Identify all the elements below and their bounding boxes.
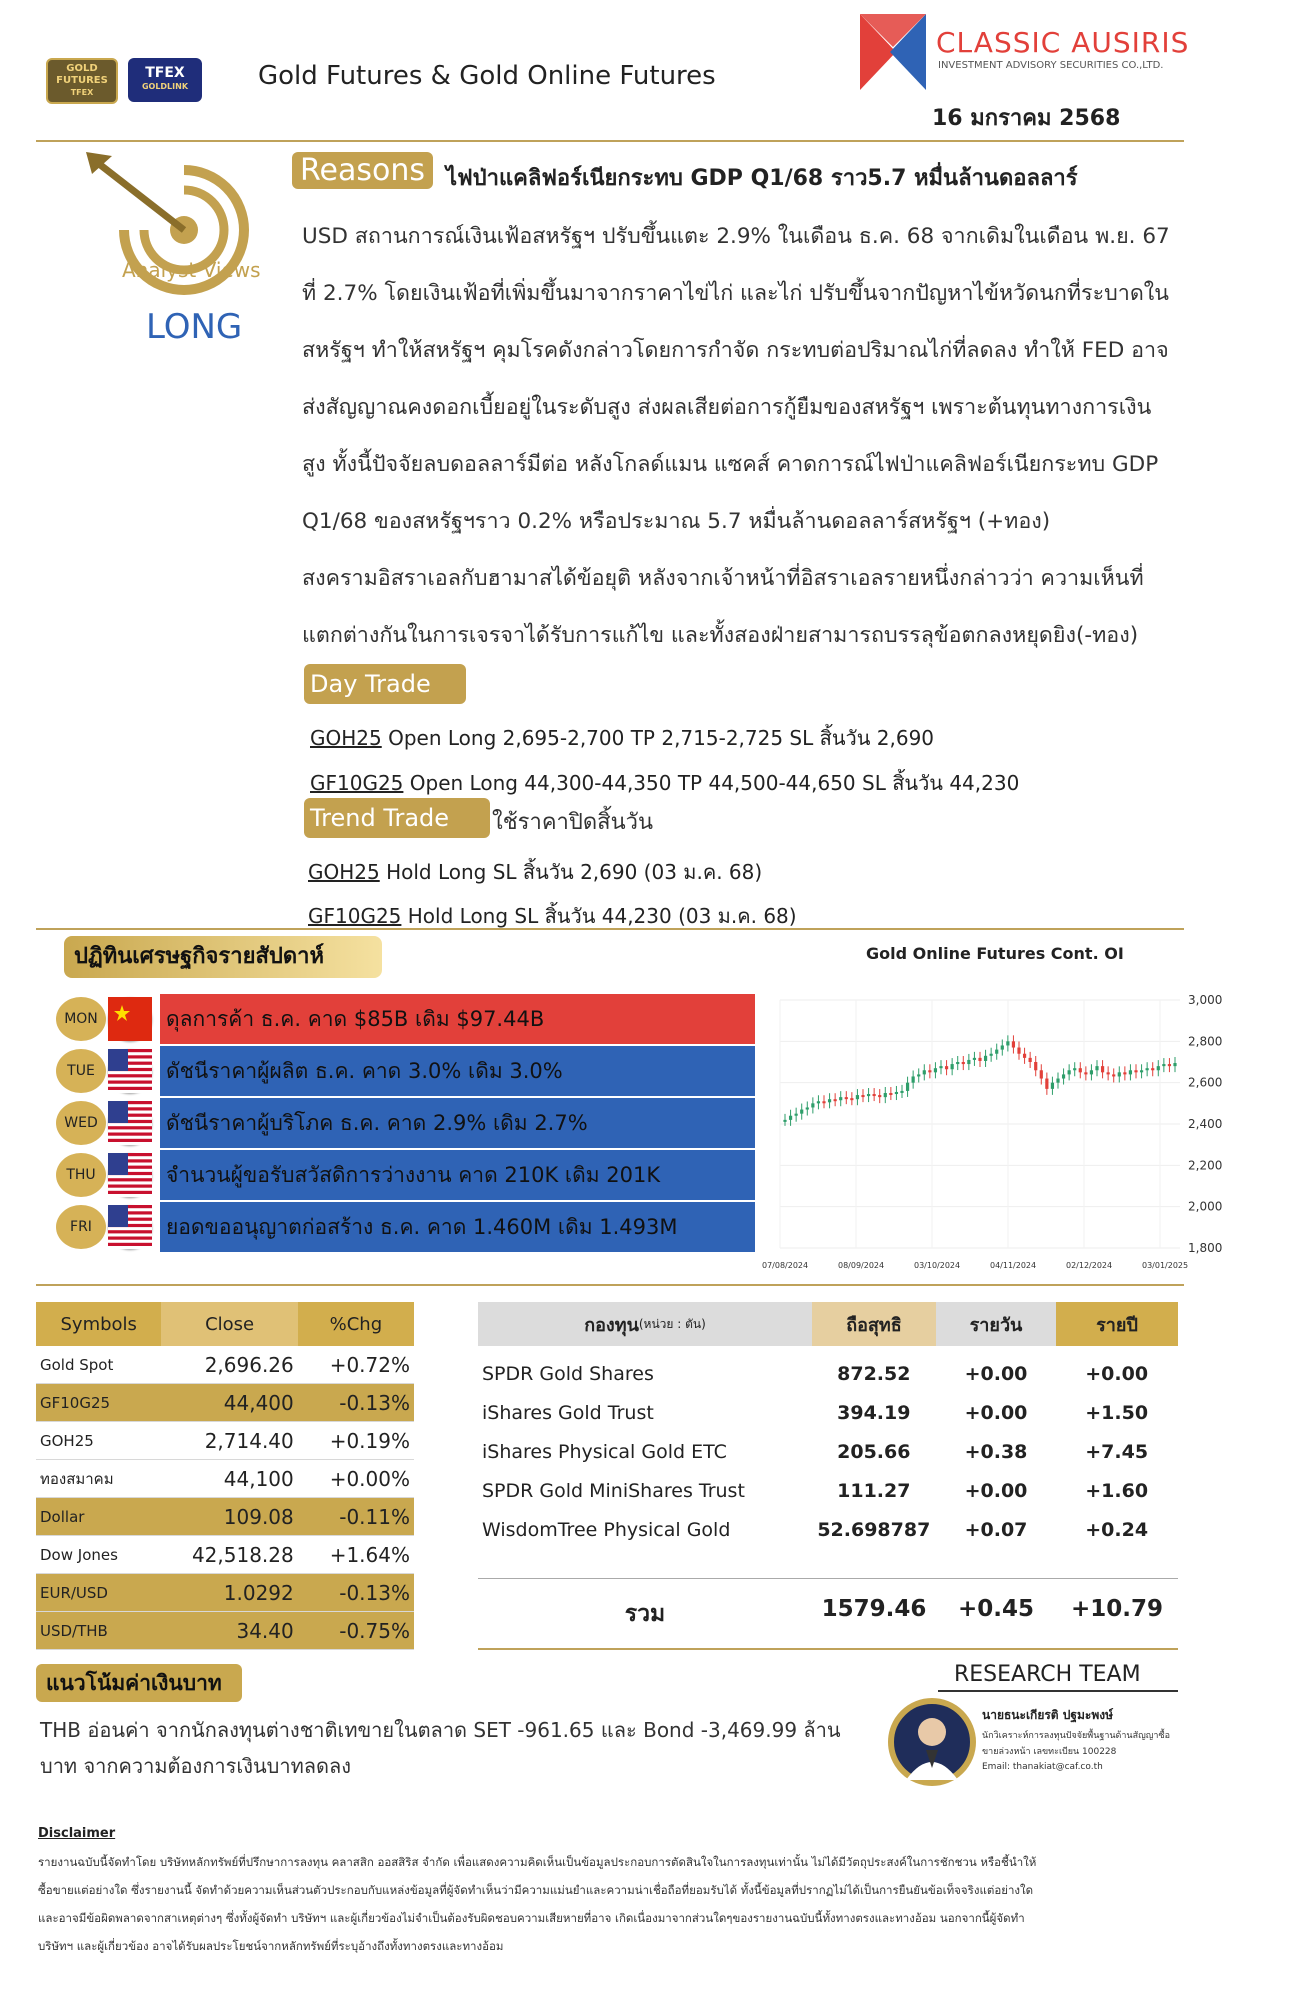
candle-body [990, 1054, 993, 1056]
candle-body [1051, 1083, 1054, 1089]
candle-body [867, 1094, 870, 1096]
candle-body [884, 1093, 887, 1097]
funds-header-daily: รายวัน [936, 1302, 1056, 1346]
candle-body [1040, 1070, 1043, 1078]
close-cell: 44,100 [161, 1460, 297, 1498]
fund-yearly-cell: +0.00 [1085, 1362, 1149, 1385]
y-tick-label: 2,200 [1188, 1158, 1223, 1173]
trade-symbol: GOH25 [308, 860, 380, 884]
candle-body [1146, 1068, 1149, 1070]
close-cell: 2,696.26 [161, 1346, 297, 1384]
candle-body [873, 1094, 876, 1096]
candle-body [850, 1098, 853, 1100]
x-tick-label: 02/12/2024 [1066, 1261, 1113, 1270]
candle-body [1162, 1064, 1165, 1066]
funds-header [478, 1302, 1178, 1346]
x-tick-label: 07/08/2024 [762, 1261, 809, 1270]
calendar-event: จำนวนผู้ขอรับสวัสดิการว่างงาน คาด 210K เดิม 201K [160, 1150, 755, 1200]
candle-body [984, 1056, 987, 1061]
y-tick-label: 3,000 [1188, 993, 1223, 1007]
analyst-avatar [888, 1698, 976, 1786]
y-tick-label: 2,000 [1188, 1199, 1223, 1214]
candle-body [1157, 1066, 1160, 1070]
calendar-title: ปฏิทินเศรษฐกิจรายสัปดาห์ [64, 936, 382, 978]
funds-total-net: 1579.46 [821, 1596, 927, 1622]
trade-detail: Hold Long SL สิ้นวัน 44,230 (03 ม.ค. 68) [401, 904, 797, 928]
chg-cell: -0.75% [298, 1612, 414, 1650]
fund-name-cell: iShares Gold Trust [482, 1401, 654, 1424]
baht-line: บาท จากความต้องการเงินบาทลดลง [40, 1754, 352, 1778]
candle-body [1017, 1048, 1020, 1054]
calendar-event: ดัชนีราคาผู้บริโภค ธ.ค. คาด 2.9% เดิม 2.7% [160, 1098, 755, 1148]
reasons-line: ส่งสัญญาณคงดอกเบี้ยอยู่ในระดับสูง ส่งผลเสียต่อการกู้ยืมของสหรัฐฯ เพราะต้นทุนทางการเงิน [302, 395, 1152, 420]
weekday-badge: MON [56, 997, 106, 1041]
analyst-email[interactable]: Email: thanakiat@caf.co.th [982, 1762, 1103, 1772]
fund-yearly-cell: +0.24 [1085, 1518, 1149, 1541]
funds-total-row [478, 1596, 1178, 1632]
candle-body [817, 1101, 820, 1103]
trade-symbol: GF10G25 [308, 904, 402, 928]
reasons-badge: Reasons [292, 152, 433, 189]
fund-daily-cell: +0.38 [964, 1440, 1028, 1463]
disclaimer-line: บริษัทฯ และผู้เกี่ยวข้อง อาจได้รับผลประโยชน์จากหลักทรัพย์ที่ระบุอ้างถึงทั้งทางตรงและทางอ้อม [38, 1939, 504, 1953]
candle-body [1118, 1072, 1121, 1076]
fund-daily-cell: +0.00 [964, 1362, 1028, 1385]
fund-daily-cell: +0.00 [964, 1401, 1028, 1424]
trade-detail: Hold Long SL สิ้นวัน 2,690 (03 ม.ค. 68) [379, 860, 763, 884]
table-row [478, 1471, 1178, 1510]
reasons-line: สหรัฐฯ ทำให้สหรัฐฯ คุมโรคดังกล่าวโดยการกำจัด กระทบต่อปริมาณไก่ที่ลดลง ทำให้ FED อาจ [302, 338, 1169, 363]
candle-body [934, 1068, 937, 1072]
candle-body [1073, 1068, 1076, 1070]
candle-body [951, 1064, 954, 1069]
weekday-badge: TUE [56, 1049, 106, 1093]
candle-body [1012, 1041, 1015, 1047]
day-trade-badge: Day Trade [304, 664, 466, 704]
research-divider [938, 1690, 1178, 1692]
calendar-event: ดัชนีราคาผู้ผลิต ธ.ค. คาด 3.0% เดิม 3.0% [160, 1046, 755, 1096]
reasons-line: ที่ 2.7% โดยเงินเฟ้อที่เพิ่มขึ้นมาจากราคาไข่ไก่ และไก่ ปรับขึ้นจากปัญหาไข้หวัดนกที่ระบาดใน [302, 281, 1170, 306]
candle-body [1006, 1041, 1009, 1045]
page-title: Gold Futures & Gold Online Futures [258, 61, 716, 91]
candle-body [1034, 1062, 1037, 1070]
symbol-cell: Gold Spot [36, 1346, 161, 1384]
x-tick-label: 03/01/2025 [1142, 1261, 1189, 1270]
analyst-views-label: Analyst Views [122, 258, 261, 282]
candle-body [912, 1076, 915, 1082]
table-row [478, 1393, 1178, 1432]
funds-total-label: รวม [624, 1601, 666, 1627]
candle-body [956, 1062, 959, 1064]
col-chg: %Chg [298, 1302, 414, 1346]
fund-daily-cell: +0.00 [964, 1479, 1028, 1502]
candle-body [1173, 1063, 1176, 1066]
funds-total-yearly: +10.79 [1070, 1596, 1164, 1622]
reasons-line: สงครามอิสราเอลกับฮามาสได้ข้อยุติ หลังจากเจ้าหน้าที่อิสราเอลรายหนึ่งกล่าวว่า ความเห็นที่ [302, 566, 1144, 591]
chg-cell: -0.13% [298, 1574, 414, 1612]
funds-header-unit: (หน่วย : ตัน) [638, 1316, 706, 1331]
brand-name: CLASSIC AUSIRIS [936, 26, 1190, 59]
report-date: 16 มกราคม 2568 [932, 106, 1121, 131]
trend-trade-item [308, 856, 762, 888]
candle-body [1107, 1072, 1110, 1074]
candle-body [895, 1092, 898, 1094]
candle-body [900, 1091, 903, 1093]
fund-name-cell: iShares Physical Gold ETC [482, 1440, 727, 1463]
candle-body [1079, 1068, 1082, 1072]
candle-body [1062, 1074, 1065, 1078]
us-flag-icon [108, 1153, 152, 1197]
candle-body [939, 1066, 942, 1068]
fund-name-cell: SPDR Gold MiniShares Trust [482, 1479, 745, 1502]
weekday-badge: FRI [56, 1205, 106, 1249]
fund-daily-cell: +0.07 [964, 1518, 1028, 1541]
disclaimer-line: และอาจมีข้อผิดพลาดจากสาเหตุต่างๆ ซึ่งทั้งผู้จัดทำ บริษัทฯ และผู้เกี่ยวข้องไม่จำเป็นต้องรับผิดชอบความเสียหายที่อาจ เกิดเนื่องมาจากส่วนใดๆของรายงานฉบับนี้ทั้งทางตรงและทางอ้อม นอกจากนี้ผู้จัดทำ [38, 1911, 1025, 1925]
table-row [36, 1612, 414, 1650]
symbol-cell: GF10G25 [36, 1384, 161, 1422]
weekday-badge: THU [56, 1153, 106, 1197]
candle-body [1001, 1045, 1004, 1049]
tfex-logo [128, 58, 202, 102]
person-icon [894, 1704, 970, 1780]
candle-body [928, 1070, 931, 1072]
fund-yearly-cell: +7.45 [1085, 1440, 1149, 1463]
candle-body [861, 1095, 864, 1097]
close-cell: 34.40 [161, 1612, 297, 1650]
candle-body [1068, 1070, 1071, 1074]
candle-body [1084, 1072, 1087, 1074]
tfex-logo-sub: GOLDLINK [141, 82, 189, 91]
chg-cell: -0.11% [298, 1498, 414, 1536]
table-row [36, 1422, 414, 1460]
table-row [36, 1574, 414, 1612]
disclaimer-title: Disclaimer [38, 1826, 116, 1841]
reasons-line: สูง ทั้งนี้ปัจจัยลบดอลลาร์มีต่อ หลังโกลด์แมน แซคส์ คาดการณ์ไฟป่าแคลิฟอร์เนียกระทบ GDP [302, 452, 1159, 477]
funds-header-fund [478, 1302, 812, 1346]
candle-body [1151, 1068, 1154, 1070]
trend-trade-note: ใช้ราคาปิดสิ้นวัน [492, 810, 654, 835]
x-tick-label: 03/10/2024 [914, 1261, 961, 1270]
candle-body [967, 1060, 970, 1064]
weekday-badge: WED [56, 1101, 106, 1145]
reasons-line: Q1/68 ของสหรัฐฯราว 0.2% หรือประมาณ 5.7 หมื่นล้านดอลลาร์สหรัฐฯ (+ทอง) [302, 509, 1051, 534]
symbol-cell: Dollar [36, 1498, 161, 1536]
day-trade-item [310, 722, 934, 754]
us-flag-icon [108, 1205, 152, 1249]
candle-body [1168, 1064, 1171, 1066]
y-tick-label: 2,600 [1188, 1075, 1223, 1090]
close-cell: 109.08 [161, 1498, 297, 1536]
candle-body [1112, 1074, 1115, 1076]
trend-trade-badge: Trend Trade [304, 798, 490, 838]
fund-yearly-cell: +1.60 [1085, 1479, 1149, 1502]
funds-bottom-divider [478, 1648, 1178, 1650]
disclaimer-body [38, 1848, 1178, 1960]
fund-name-cell: WisdomTree Physical Gold [482, 1518, 731, 1541]
funds-header-net: ถือสุทธิ [812, 1302, 936, 1346]
x-tick-label: 08/09/2024 [838, 1261, 885, 1270]
symbol-cell: ทองสมาคม [36, 1460, 161, 1498]
us-flag-icon [108, 1101, 152, 1145]
table-row [36, 1460, 414, 1498]
trade-symbol: GF10G25 [310, 771, 404, 795]
chg-cell: +0.72% [298, 1346, 414, 1384]
baht-text [40, 1712, 841, 1784]
trade-detail: Open Long 2,695-2,700 TP 2,715-2,725 SL สิ้นวัน 2,690 [381, 726, 935, 750]
funds-divider [478, 1578, 1178, 1579]
candle-body [1140, 1070, 1143, 1072]
symbols-body [36, 1346, 414, 1650]
candle-body [995, 1050, 998, 1054]
chg-cell: +1.64% [298, 1536, 414, 1574]
analyst-name: นายธนะเกียรติ ปฐมะพงษ์ [982, 1708, 1114, 1722]
table-row [36, 1346, 414, 1384]
symbol-cell: Dow Jones [36, 1536, 161, 1574]
calendar-event: ดุลการค้า ธ.ค. คาด $85B เดิม $97.44B [160, 994, 755, 1044]
candle-body [1101, 1066, 1104, 1072]
analyst-role: นักวิเคราะห์การลงทุนปัจจัยพื้นฐานด้านสัญญาซื้อ [982, 1731, 1170, 1741]
candle-body [1129, 1070, 1132, 1074]
close-cell: 1.0292 [161, 1574, 297, 1612]
y-tick-label: 2,400 [1188, 1117, 1223, 1131]
candle-body [834, 1099, 837, 1101]
fund-net-cell: 394.19 [837, 1401, 911, 1424]
analyst-view-value: LONG [146, 307, 243, 347]
table-row [478, 1432, 1178, 1471]
candle-body [783, 1120, 786, 1122]
gold-logo-text: GOLD FUTURES [56, 63, 108, 86]
reasons-line: แตกต่างกันในการเจรจาได้รับการแก้ไข และทั้งสองฝ่ายสามารถบรรลุข้อตกลงหยุดยิง(-ทอง) [302, 623, 1139, 648]
table-row [36, 1498, 414, 1536]
analyst-role-2: ขายล่วงหน้า เลขทะเบียน 100228 [982, 1747, 1117, 1757]
candle-body [806, 1107, 809, 1109]
x-tick-label: 04/11/2024 [990, 1261, 1037, 1270]
reasons-body [302, 208, 1222, 664]
chg-cell: +0.00% [298, 1460, 414, 1498]
col-symbols: Symbols [36, 1302, 161, 1346]
table-row [478, 1510, 1178, 1549]
funds-table [478, 1354, 1178, 1549]
col-close: Close [161, 1302, 297, 1346]
gold-logo-sub: TFEX [70, 88, 94, 97]
candle-body [1123, 1072, 1126, 1074]
chg-cell: -0.13% [298, 1384, 414, 1422]
candle-body [945, 1066, 948, 1069]
candle-body [1134, 1070, 1137, 1072]
candle-body [1045, 1079, 1048, 1089]
y-tick-label: 2,800 [1188, 1034, 1223, 1049]
candle-body [962, 1062, 965, 1064]
candle-body [1090, 1070, 1093, 1074]
y-tick-label: 1,800 [1188, 1241, 1223, 1255]
fund-net-cell: 52.698787 [817, 1518, 931, 1541]
baht-badge: แนวโน้มค่าเงินบาท [36, 1664, 242, 1702]
fund-name-cell: SPDR Gold Shares [482, 1362, 654, 1385]
gold-futures-logo [46, 58, 118, 104]
candle-body [906, 1083, 909, 1091]
candle-body [1029, 1058, 1032, 1062]
table-row [478, 1354, 1178, 1393]
candle-body [795, 1114, 798, 1116]
candle-body [917, 1074, 920, 1076]
table-row [36, 1384, 414, 1422]
candle-body [839, 1097, 842, 1100]
header-divider [36, 140, 1184, 142]
candle-body [811, 1103, 814, 1107]
trade-symbol: GOH25 [310, 726, 382, 750]
funds-body [478, 1354, 1178, 1549]
fund-net-cell: 111.27 [837, 1479, 911, 1502]
candle-body [973, 1058, 976, 1060]
candle-body [800, 1110, 803, 1114]
reasons-line: USD สถานการณ์เงินเฟ้อสหรัฐฯ ปรับขึ้นแตะ 2.9% ในเดือน ธ.ค. 68 จากเดิมในเดือน พ.ย. 67 [302, 224, 1170, 249]
symbols-table [36, 1302, 414, 1650]
oi-chart [760, 980, 1223, 1280]
fund-net-cell: 872.52 [837, 1362, 911, 1385]
close-cell: 2,714.40 [161, 1422, 297, 1460]
symbol-cell: USD/THB [36, 1612, 161, 1650]
tfex-logo-text: TFEX [145, 65, 185, 81]
candle-body [1095, 1066, 1098, 1070]
chg-cell: +0.19% [298, 1422, 414, 1460]
symbol-cell: EUR/USD [36, 1574, 161, 1612]
candle-body [828, 1099, 831, 1102]
symbol-cell: GOH25 [36, 1422, 161, 1460]
candle-body [822, 1101, 825, 1103]
disclaimer-line: ซื้อขายแต่อย่างใด ซึ่งรายงานนี้ จัดทำด้วยความเห็นส่วนตัวประกอบกับแหล่งข้อมูลที่ผู้จัดทำเห็นว่ามีความแม่นยำและความน่าเชื่อถือที่ยอมรับได้ ทั้งนี้ข้อมูลที่ปรากฏไม่ได้เป็นการยืนยันข้อเท็จจริงแต่อย่างใด [38, 1883, 1034, 1897]
us-flag-icon [108, 1049, 152, 1093]
close-cell: 42,518.28 [161, 1536, 297, 1574]
trade-detail: Open Long 44,300-44,350 TP 44,500-44,650 SL สิ้นวัน 44,230 [403, 771, 1020, 795]
candle-body [789, 1116, 792, 1120]
classic-ausiris-logo-icon [860, 14, 926, 90]
candle-body [845, 1097, 848, 1099]
close-cell: 44,400 [161, 1384, 297, 1422]
candle-body [1056, 1079, 1059, 1083]
candle-body [1023, 1054, 1026, 1058]
candle-body [856, 1095, 859, 1099]
funds-header-fund-label: กองทุน [584, 1314, 639, 1336]
funds-header-yearly: รายปี [1056, 1302, 1178, 1346]
target-arrow-icon [84, 150, 254, 270]
table-row [36, 1536, 414, 1574]
symbols-header-row [36, 1302, 414, 1346]
reasons-headline: ไฟป่าแคลิฟอร์เนียกระทบ GDP Q1/68 ราว5.7 หมื่นล้านดอลลาร์ [446, 166, 1078, 191]
fund-net-cell: 205.66 [837, 1440, 911, 1463]
research-team-title: RESEARCH TEAM [954, 1662, 1141, 1687]
section-divider [36, 928, 1184, 930]
candle-body [923, 1070, 926, 1074]
chart-title: Gold Online Futures Cont. OI [866, 944, 1124, 963]
candle-body [978, 1058, 981, 1061]
day-trade-item [310, 767, 1019, 799]
funds-total-daily: +0.45 [957, 1596, 1035, 1622]
brand-subtitle: INVESTMENT ADVISORY SECURITIES CO.,LTD. [938, 60, 1164, 71]
candle-body [878, 1095, 881, 1097]
disclaimer-line: รายงานฉบับนี้จัดทำโดย บริษัทหลักทรัพย์ที่ปรึกษาการลงทุน คลาสสิก ออสสิริส จำกัด เพื่อแสดงความคิดเห็นเป็นข้อมูลประกอบการตัดสินใจในการลงทุนเท่านั้น ไม่ได้มีวัตถุประสงค์ในการชักชวน หรือชี้นำให้ [38, 1855, 1037, 1869]
china-flag-icon [108, 997, 152, 1041]
baht-line: THB อ่อนค่า จากนักลงทุนต่างชาติเทขายในตลาด SET -961.65 และ Bond -3,469.99 ล้าน [40, 1718, 841, 1742]
section-divider [36, 1284, 1184, 1286]
candle-body [889, 1093, 892, 1095]
calendar-event: ยอดขออนุญาตก่อสร้าง ธ.ค. คาด 1.460M เดิม 1.493M [160, 1202, 755, 1252]
fund-yearly-cell: +1.50 [1085, 1401, 1149, 1424]
